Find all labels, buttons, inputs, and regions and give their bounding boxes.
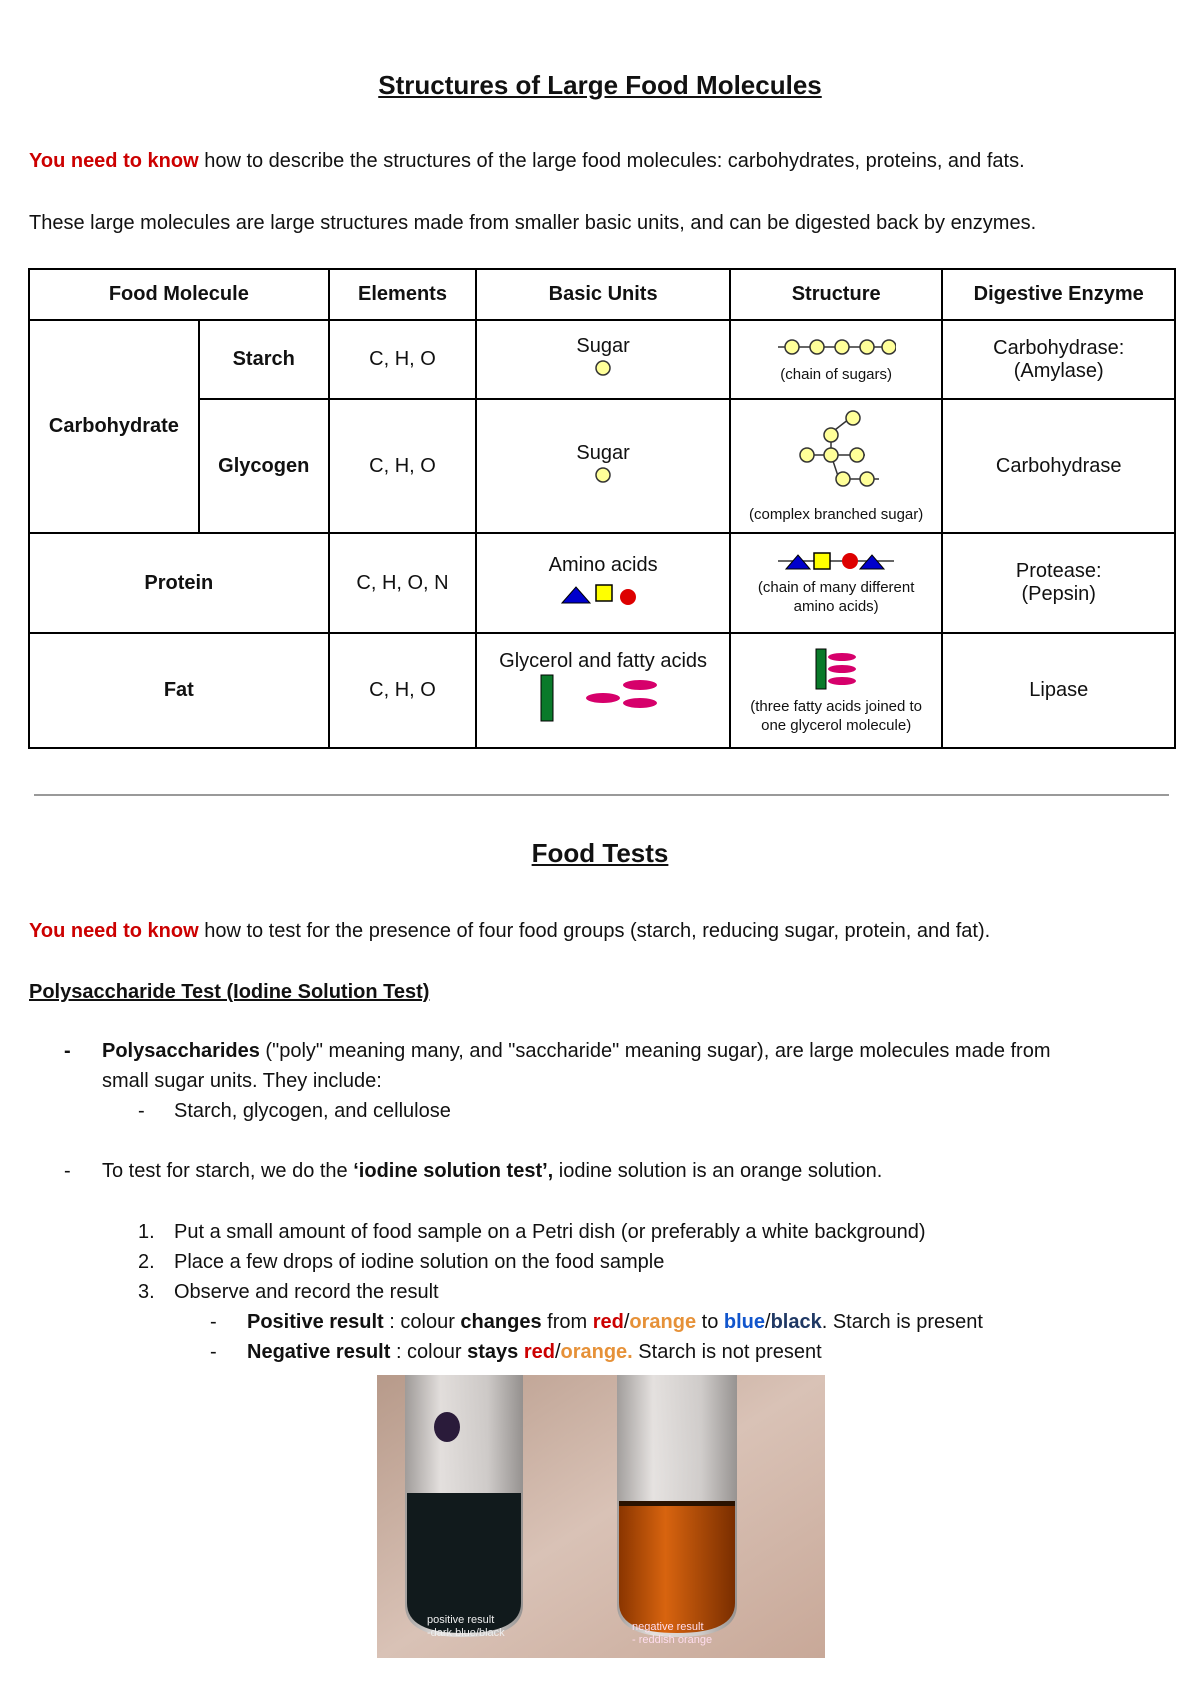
bullet-line2: small sugar units. They include: (102, 1070, 382, 1092)
header-digestive-enzyme: Digestive Enzyme (942, 269, 1175, 320)
amino-acids-icon (558, 577, 648, 607)
section-divider (34, 794, 1169, 796)
table-header-row (29, 269, 1175, 320)
positive-label: Positive result (247, 1311, 384, 1333)
structure-cell (730, 533, 943, 633)
food-tests-know (29, 920, 990, 943)
bullet-dash: - (64, 1160, 71, 1182)
header-basic-units: Basic Units (476, 269, 729, 320)
triglyceride-icon (806, 647, 866, 691)
sugar-chain-icon (776, 335, 896, 359)
step-text: Put a small amount of food sample on a Petri dish (or preferably a white background) (174, 1221, 926, 1243)
table-row (29, 533, 1175, 633)
text-run: black (770, 1311, 822, 1333)
text-run: red (523, 1341, 555, 1363)
text-run: blue (723, 1311, 765, 1333)
negative-result-line (247, 1337, 822, 1367)
glycogen-cell: Glycogen (199, 399, 329, 533)
table-row (29, 633, 1175, 748)
enzyme-cell (942, 533, 1175, 633)
table-row (29, 320, 1175, 399)
negative-label: Negative result (247, 1341, 391, 1363)
glycerol-fatty-acids-icon (533, 673, 673, 725)
food-molecule-table (28, 268, 1176, 749)
enzyme-cell (942, 320, 1175, 399)
header-elements: Elements (329, 269, 477, 320)
elements-cell: C, H, O (329, 320, 477, 399)
branched-sugar-icon (781, 409, 891, 499)
result-dash: - (210, 1311, 217, 1333)
table-row (29, 399, 1175, 533)
unit-label: Sugar (576, 441, 630, 464)
fat-cell: Fat (29, 633, 329, 748)
bullet-text: ("poly" meaning many, and "saccharide" meaning sugar), are large molecules made from (259, 1040, 1051, 1062)
enzyme-line2: (Amylase) (1013, 359, 1104, 382)
negative-tube (617, 1375, 737, 1637)
positive-caption-2: -dark blue/black (427, 1627, 505, 1639)
bullet2-pre: To test for starch, we do the (102, 1160, 354, 1182)
enzyme-line1: Carbohydrase: (993, 336, 1125, 359)
sub-bullet-text: Starch, glycogen, and cellulose (174, 1100, 451, 1122)
text-run: . Starch is present (821, 1311, 983, 1333)
text-run: / (554, 1341, 561, 1363)
negative-caption-2: - reddish orange (632, 1634, 713, 1646)
result-dash: - (210, 1341, 217, 1363)
polysaccharide-test-heading: Polysaccharide Test (Iodine Solution Test) (29, 981, 430, 1003)
know-label: You need to know (29, 150, 199, 172)
positive-caption-1: positive result (427, 1614, 495, 1626)
text-run: Starch is not present (632, 1341, 822, 1363)
intro-know (29, 150, 1025, 173)
text-run: orange. (560, 1341, 633, 1363)
text-run: / (765, 1311, 771, 1333)
unit-label: Amino acids (548, 553, 658, 576)
carbohydrate-cell: Carbohydrate (29, 320, 199, 533)
elements-cell: C, H, O (329, 399, 477, 533)
elements-cell: C, H, O, N (329, 533, 477, 633)
text-run: / (623, 1311, 630, 1333)
positive-tube (405, 1375, 523, 1637)
know-text: how to describe the structures of the large food molecules: carbohydrates, proteins, and fats. (198, 150, 1025, 172)
structure-caption-1: (chain of many different (757, 579, 915, 596)
structure-cell (730, 633, 943, 748)
text-run: red (592, 1311, 624, 1333)
text-run: : colour (390, 1341, 468, 1363)
structure-cell (730, 399, 943, 533)
enzyme-cell: Lipase (942, 633, 1175, 748)
step-number: 3. (138, 1281, 155, 1303)
amino-chain-icon (776, 550, 896, 572)
positive-result-line (247, 1307, 983, 1337)
page-title: Structures of Large Food Molecules (378, 70, 822, 100)
starch-cell: Starch (199, 320, 329, 399)
structure-caption: (chain of sugars) (780, 366, 892, 383)
structure-cell (730, 320, 943, 399)
header-food-molecule: Food Molecule (29, 269, 329, 320)
sub-bullet-dash: - (138, 1100, 145, 1122)
step-text: Observe and record the result (174, 1281, 439, 1303)
basic-unit-cell (476, 533, 729, 633)
bullet-dash: - (64, 1040, 71, 1062)
structure-caption-1: (three fatty acids joined to (750, 697, 923, 715)
text-run: to (696, 1311, 724, 1333)
sugar-circle-icon (593, 465, 613, 485)
text-run: changes (460, 1311, 542, 1333)
bullet-bold: Polysaccharides (102, 1040, 260, 1062)
bullet2-bold: ‘iodine solution test’, (353, 1160, 554, 1182)
sugar-circle-icon (593, 358, 613, 378)
text-run: orange (629, 1311, 697, 1333)
enzyme-line1: Protease: (1015, 560, 1102, 582)
step-number: 1. (138, 1221, 155, 1243)
unit-label: Sugar (576, 335, 630, 357)
basic-unit-cell (476, 399, 729, 533)
text-run: stays (467, 1341, 519, 1363)
protein-cell: Protein (29, 533, 329, 633)
basic-unit-cell (476, 320, 729, 399)
structure-caption-2: one glycerol molecule) (761, 716, 912, 734)
negative-caption-1: negative result (632, 1621, 704, 1633)
enzyme-line2: (Pepsin) (1021, 583, 1096, 605)
enzyme-cell: Carbohydrase (942, 399, 1175, 533)
starch-test-bullet (102, 1156, 882, 1186)
basic-unit-cell (476, 633, 729, 748)
iodine-test-photo (377, 1375, 825, 1658)
header-structure: Structure (730, 269, 943, 320)
text-run: from (541, 1311, 593, 1333)
step-number: 2. (138, 1251, 155, 1273)
text-run: : colour (383, 1311, 461, 1333)
food-tests-title: Food Tests (531, 838, 669, 868)
unit-label: Glycerol and fatty acids (499, 650, 708, 672)
intro-paragraph: These large molecules are large structures made from smaller basic units, and can be digested back by enzymes. (29, 212, 1037, 234)
structure-caption-2: amino acids) (793, 598, 879, 615)
know-text: how to test for the presence of four food groups (starch, reducing sugar, protein, and fat). (198, 920, 991, 942)
structure-caption: (complex branched sugar) (749, 505, 924, 523)
polysaccharide-bullet (102, 1036, 1182, 1096)
bullet2-post: iodine solution is an orange solution. (553, 1160, 883, 1182)
elements-cell: C, H, O (329, 633, 477, 748)
step-text: Place a few drops of iodine solution on the food sample (174, 1251, 665, 1273)
know-label: You need to know (29, 920, 199, 942)
